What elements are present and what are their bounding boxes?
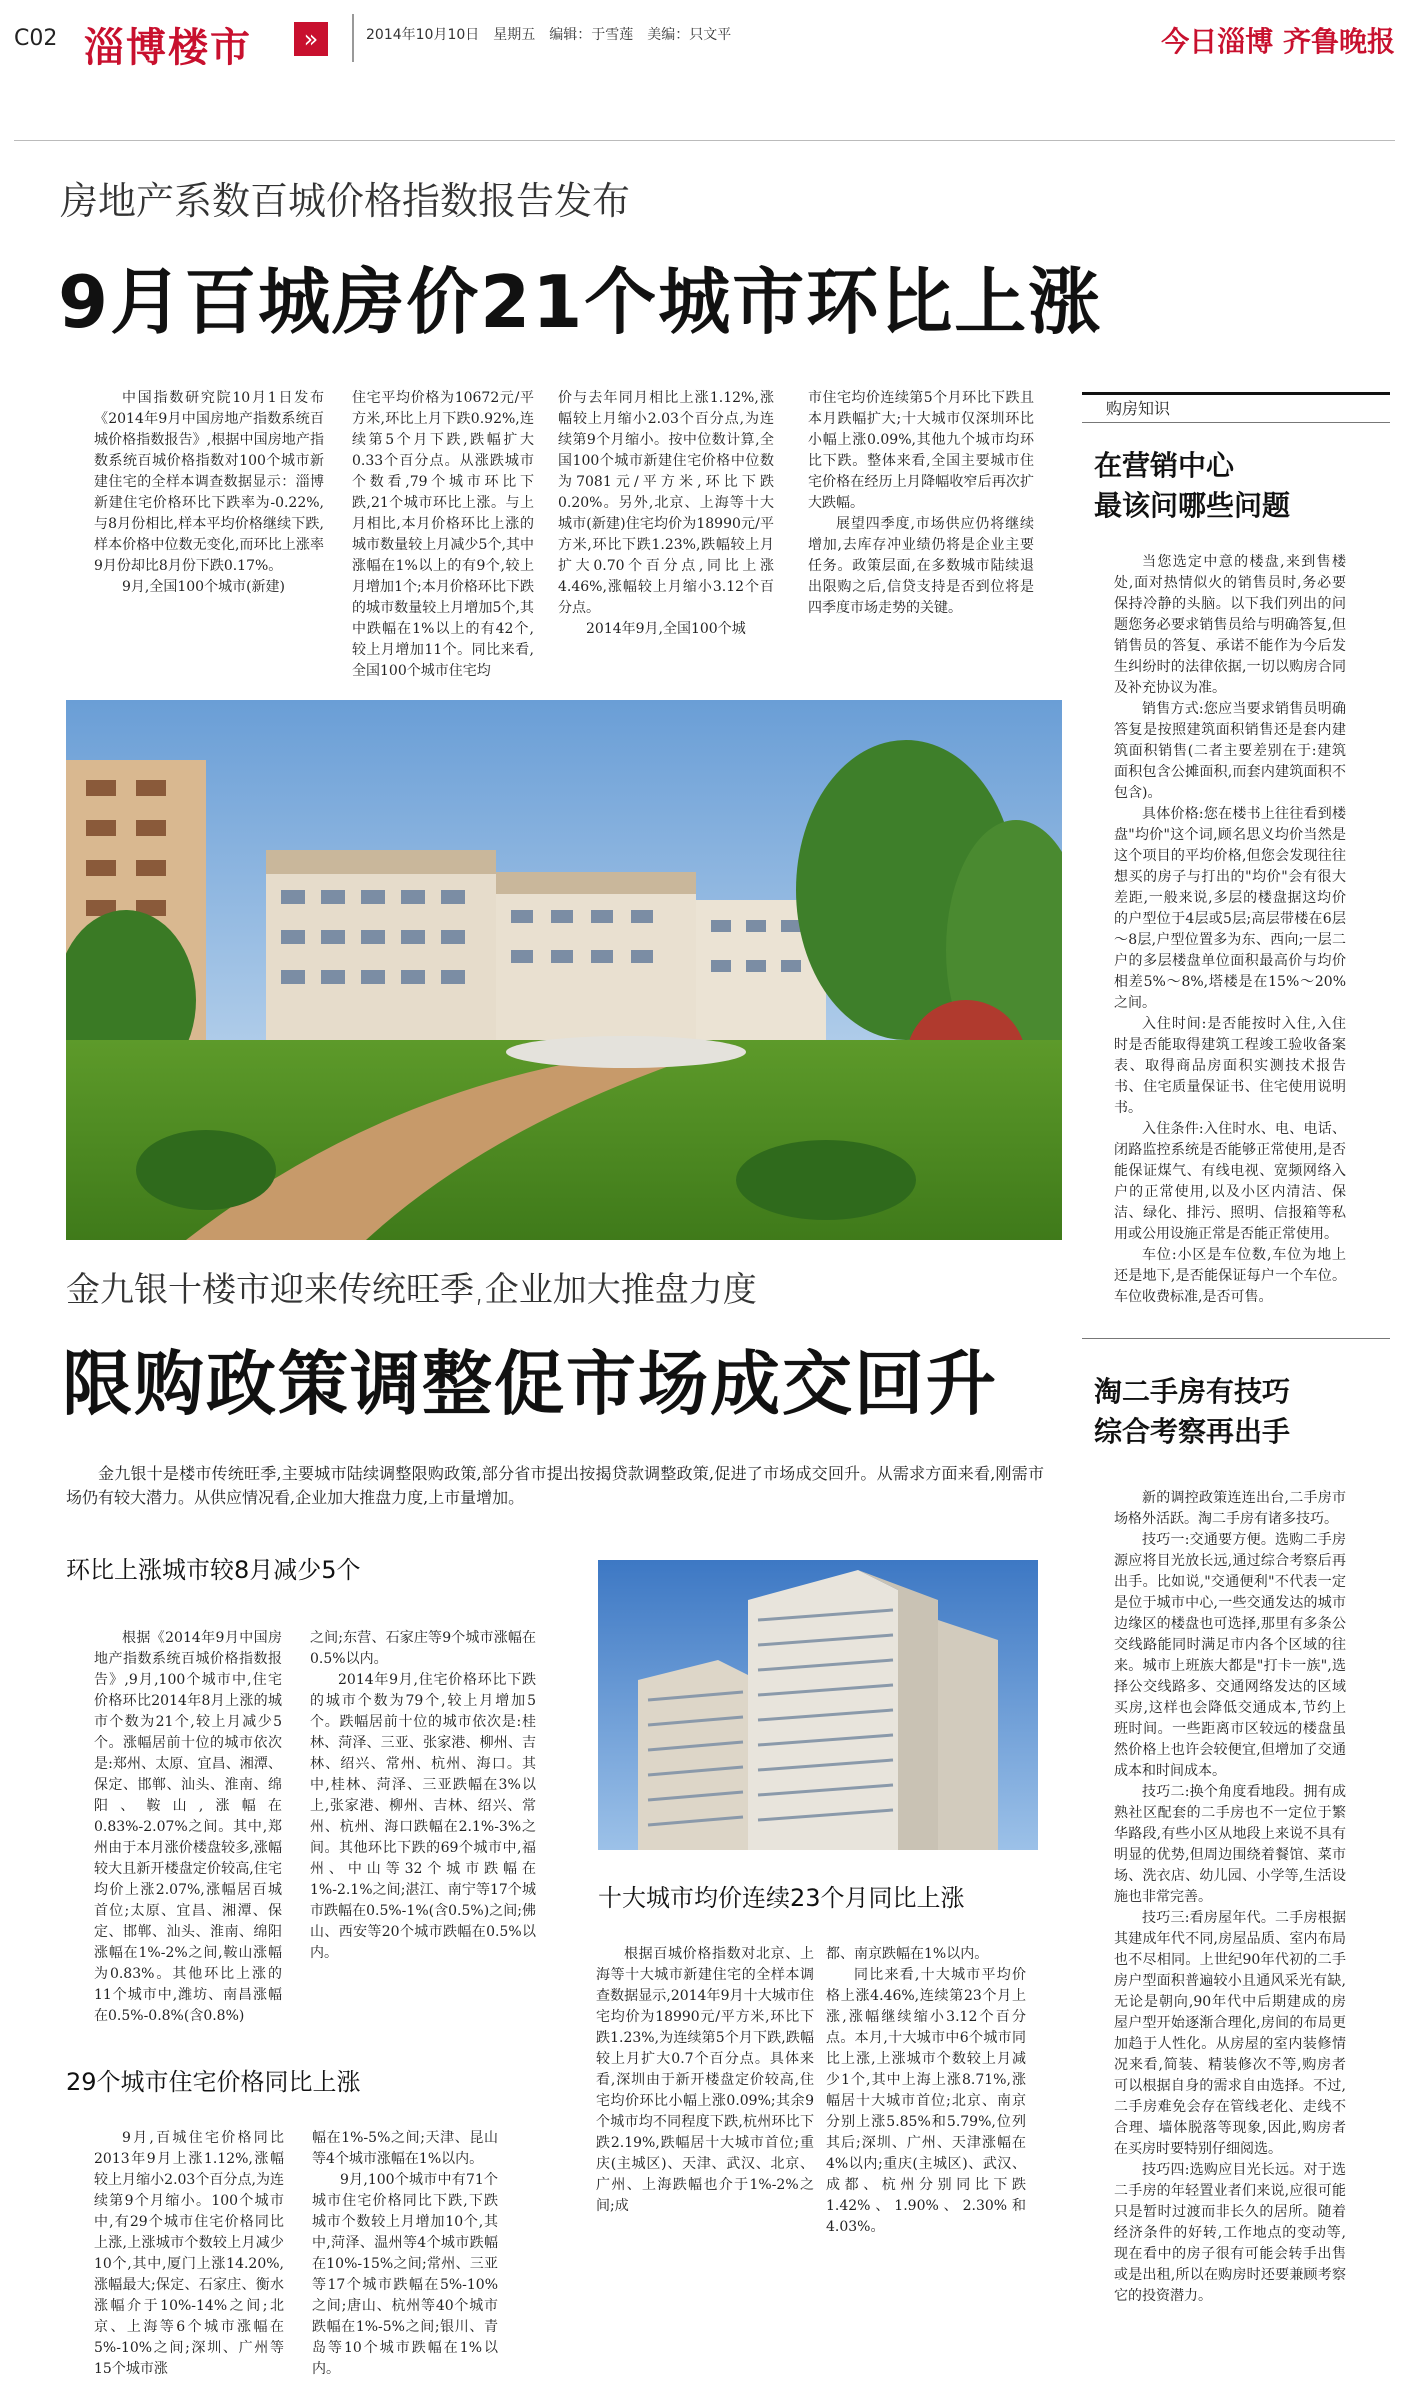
- story2-kicker: 金九银十楼市迎来传统旺季,企业加大推盘力度: [66, 1270, 757, 1310]
- paragraph: 住宅平均价格为10672元/平方米,环比上月下跌0.92%,连续第5个月下跌,跌幅扩大0.33个百分点。从涨跌城市个数看,79个城市环比下跌,21个城市环比上涨。与上月相比,本月价格环比上涨的城市数量较上月减少5个,其中涨幅在1%以上的有9个,较上月增加1个;本月价格环比下跌的城市数量较上月增加5个,其中跌幅在1%以上的有42个,较上月增加11个。同比来看,全国100个城市住宅均: [352, 390, 534, 679]
- title-line: 最该问哪些问题: [1094, 489, 1291, 522]
- title-line: 淘二手房有技巧: [1094, 1375, 1291, 1408]
- divider: [1082, 422, 1390, 423]
- paragraph: 9月,100个城市中有71个城市住宅价格同比下跌,下跌城市个数较上月增加10个,其中,菏泽、温州等4个城市跌幅在10%-15%之间;常州、三亚等17个城市跌幅在5%-10%之间;唐山、杭州等40个城市跌幅在1%-5%之间;银川、青岛等10个城市跌幅在1%以内。: [312, 2172, 498, 2377]
- paragraph: 车位:小区是车位数,车位为地上还是地下,是否能保证每户一个车位。车位收费标准,是否可售。: [1114, 1247, 1346, 1305]
- story1-headline: 9月百城房价21个城市环比上涨: [58, 260, 1103, 344]
- paragraph: 幅在1%-5%之间;天津、昆山等4个城市涨幅在1%以内。: [312, 2130, 498, 2167]
- dateline: 2014年10月10日 星期五 编辑：于雪莲 美编：只文平: [366, 27, 732, 43]
- story2-column-2: [310, 1628, 536, 1964]
- sidebar-article1-body: [1114, 552, 1346, 1308]
- title-line: 综合考察再出手: [1094, 1415, 1291, 1448]
- high-rise-photo: [598, 1560, 1038, 1850]
- story2-lead: [66, 1462, 1044, 1510]
- paragraph: 9月,全国100个城市(新建): [122, 579, 286, 595]
- paragraph: 技巧一:交通要方便。选购二手房源应将目光放长远,通过综合考察后再出手。比如说,"交通便利"不代表一定是位于城市中心,一些交通发达的城市边缘区的楼盘也可选择,那里有多条公交线路能同时满足市内各个区域的往来。城市上班族大都是"打卡一族",选择公交线路多、交通网络发达的区域买房,这样也会降低交通成本,节约上班时间。一些距离市区较远的楼盘虽然价格上也许会较便宜,但增加了交通成本和时间成本。: [1114, 1532, 1346, 1779]
- story1-column-1: [94, 388, 324, 598]
- divider: [14, 140, 1395, 141]
- story2-column-6: [312, 2128, 498, 2380]
- paragraph: 都、南京跌幅在1%以内。: [826, 1946, 989, 1962]
- story2-column-3: [596, 1944, 814, 2217]
- paragraph: 金九银十是楼市传统旺季,主要城市陆续调整限购政策,部分省市提出按揭贷款调整政策,促进了市场成交回升。从需求方面来看,刚需市场仍有较大潜力。从供应情况看,企业加大推盘力度,上市量增加。: [66, 1464, 1044, 1507]
- paragraph: 技巧四:选购应目光长远。对于选二手房的年轻置业者们来说,应很可能只是暂时过渡而非长久的居所。随着经济条件的好转,工作地点的变动等,现在看中的房子很有可能会转手出售或是出租,所以在购房时还要兼顾考察它的投资潜力。: [1114, 2162, 1346, 2304]
- story2-column-1: [94, 1628, 282, 2027]
- story1-column-4: [808, 388, 1034, 619]
- paragraph: 2014年9月,全国100个城: [586, 621, 746, 637]
- double-chevron-right-icon: »: [294, 22, 328, 56]
- residential-complex-photo: [66, 700, 1062, 1240]
- story2-headline: 限购政策调整促市场成交回升: [62, 1343, 998, 1425]
- subheading: 环比上涨城市较8月减少5个: [66, 1556, 361, 1584]
- page-number: C02: [14, 26, 58, 51]
- paragraph: 展望四季度,市场供应仍将继续增加,去库存冲业绩仍将是企业主要任务。政策层面,在多数城市陆续退出限购之后,信贷支持是否到位将是四季度市场走势的关键。: [808, 516, 1034, 616]
- paragraph: 当您选定中意的楼盘,来到售楼处,面对热情似火的销售员时,务必要保持冷静的头脑。以下我们列出的问题您务必要求销售员给与明确答复,但销售员的答复、承诺不能作为今后发生纠纷时的法律依据,一切以购房合同及补充协议为准。: [1114, 554, 1346, 696]
- story1-column-2: [352, 388, 534, 682]
- paragraph: 新的调控政策连连出台,二手房市场格外活跃。淘二手房有诸多技巧。: [1114, 1490, 1346, 1527]
- sidebar-article2-title: [1094, 1372, 1290, 1452]
- paragraph: 销售方式:您应当要求销售员明确答复是按照建筑面积销售还是套内建筑面积销售(二者主要差别在于:建筑面积包含公摊面积,而套内建筑面积不包含)。: [1114, 701, 1346, 801]
- masthead: [0, 0, 1409, 78]
- story1-kicker: 房地产系数百城价格指数报告发布: [60, 179, 631, 223]
- newspaper-brand: 今日淄博 齐鲁晚报: [1161, 25, 1395, 58]
- paragraph: 9月,百城住宅价格同比2013年9月上涨1.12%,涨幅较上月缩小2.03个百分点,为连续第9个月缩小。100个城市中,有29个城市住宅价格同比上涨,上涨城市个数较上月减少10个,其中,厦门上涨14.20%,涨幅最大;保定、石家庄、衡水涨幅介于10%-14%之间;北京、上海等6个城市涨幅在5%-10%之间;深圳、广州等15个城市涨: [94, 2130, 284, 2377]
- paragraph: 根据百城价格指数对北京、上海等十大城市新建住宅的全样本调查数据显示,2014年9月十大城市住宅均价为18990元/平方米,环比下跌1.23%,为连续第5个月下跌,跌幅较上月扩大0.7个百分点。具体来看,深圳由于新开楼盘定价较高,住宅均价环比小幅上涨0.09%;其余9个城市均不同程度下跌,杭州环比下跌2.19%,跌幅居十大城市首位;重庆(主城区)、天津、武汉、北京、广州、上海跌幅也介于1%-2%之间;成: [596, 1946, 814, 2214]
- story2-column-5: [94, 2128, 284, 2380]
- paragraph: 价与去年同月相比上涨1.12%,涨幅较上月缩小2.03个百分点,为连续第9个月缩小。按中位数计算,全国100个城市新建住宅价格中位数为7081元/平方米,环比下跌0.20%。另外,北京、上海等十大城市(新建)住宅均价为18990元/平方米,环比下跌1.23%,跌幅较上月扩大0.70个百分点,同比上涨4.46%,涨幅较上月缩小3.12个百分点。: [558, 390, 774, 616]
- section-title: 淄博楼市: [84, 25, 252, 71]
- divider: [1082, 1338, 1390, 1339]
- paragraph: 之间;东营、石家庄等9个城市涨幅在0.5%以内。: [310, 1630, 536, 1667]
- divider: [352, 14, 354, 62]
- paragraph: 根据《2014年9月中国房地产指数系统百城价格指数报告》,9月,100个城市中,住宅价格环比2014年8月上涨的城市个数为21个,较上月减少5个。涨幅居前十位的城市依次是:郑州、太原、宜昌、湘潭、保定、邯郸、汕头、淮南、绵阳、鞍山,涨幅在0.83%-2.07%之间。其中,郑州由于本月涨价楼盘较多,涨幅较大且新开楼盘定价较高,住宅均价上涨2.07%,涨幅居百城首位;太原、宜昌、湘潭、保定、邯郸、汕头、淮南、绵阳涨幅在1%-2%之间,鞍山涨幅为0.83%。其他环比上涨的11个城市中,潍坊、南昌涨幅在0.5%-0.8%(含0.8%): [94, 1630, 282, 2024]
- sidebar-rule: [1082, 392, 1390, 395]
- paragraph: 入住时间:是否能按时入住,入住时是否能取得建筑工程竣工验收备案表、取得商品房面积实测技术报告书、住宅质量保证书、住宅使用说明书。: [1114, 1016, 1346, 1116]
- subheading: 十大城市均价连续23个月同比上涨: [598, 1884, 965, 1912]
- paragraph: 技巧二:换个角度看地段。拥有成熟社区配套的二手房也不一定位于繁华路段,有些小区从地段上来说不具有明显的优势,但周边围绕着餐馆、菜市场、洗衣店、幼儿园、小学等,生活设施也非常完善。: [1114, 1784, 1346, 1905]
- sidebar-article2-body: [1114, 1488, 1346, 2307]
- paragraph: 同比来看,十大城市平均价格上涨4.46%,连续第23个月上涨,涨幅继续缩小3.12个百分点。本月,十大城市中6个城市同比上涨,上涨城市个数较上月减少1个,其中上海上涨8.71%,涨幅居十大城市首位;北京、南京分别上涨5.85%和5.79%,位列其后;深圳、广州、天津涨幅在4%以内;重庆(主城区)、武汉、成都、杭州分别同比下跌1.42%、1.90%、2.30%和4.03%。: [826, 1967, 1026, 2235]
- paragraph: 市住宅均价连续第5个月环比下跌且本月跌幅扩大;十大城市仅深圳环比小幅上涨0.09%,其他九个城市均环比下跌。整体来看,全国主要城市住宅价格在经历上月降幅收窄后再次扩大跌幅。: [808, 390, 1034, 511]
- paragraph: 技巧三:看房屋年代。二手房根据其建成年代不同,房屋品质、室内布局也不尽相同。上世纪90年代初的二手房户型面积普遍较小且通风采光有缺,无论是朝向,90年代中后期建成的房屋户型开始逐渐合理化,房间的布局更加趋于人性化。从房屋的室内装修情况来看,简装、精装修次不等,购房者可以根据自身的需求自由选择。不过,二手房难免会存在管线老化、走线不合理、墙体脱落等现象,因此,购房者在买房时要特别仔细阅选。: [1114, 1910, 1346, 2157]
- subheading: 29个城市住宅价格同比上涨: [66, 2068, 361, 2096]
- sidebar-tag: 购房知识: [1106, 399, 1171, 418]
- paragraph: 具体价格:您在楼书上往往看到楼盘"均价"这个词,顾名思义均价当然是这个项目的平均价格,但您会发现往往想买的房子与打出的"均价"会有很大差距,一般来说,多层的楼盘据这均价的户型位于4层或5层;高层带楼在6层～8层,户型位置多为东、西向;一层二户的多层楼盘单位面积最高价与均价相差5%～8%,塔楼是在15%～20%之间。: [1114, 806, 1346, 1011]
- story2-column-4: [826, 1944, 1026, 2238]
- sidebar-article1-title: [1094, 446, 1290, 526]
- paragraph: 中国指数研究院10月1日发布《2014年9月中国房地产指数系统百城价格指数报告》,根据中国房地产指数系统百城价格指数对100个城市新建住宅的全样本调查数据显示：淄博新建住宅价格环比下跌率为-0.22%,与8月份相比,样本平均价格继续下跌,样本价格中位数无变化,而环比上涨率9月份却比8月份下跌0.17%。: [94, 390, 324, 574]
- paragraph: 入住条件:入住时水、电、电话、闭路监控系统是否能够正常使用,是否能保证煤气、有线电视、宽频网络入户的正常使用,以及小区内清洁、保洁、绿化、排污、照明、信报箱等私用或公用设施正常是否能正常使用。: [1114, 1121, 1346, 1242]
- story1-column-3: [558, 388, 774, 640]
- title-line: 在营销中心: [1094, 449, 1235, 482]
- paragraph: 2014年9月,住宅价格环比下跌的城市个数为79个,较上月增加5个。跌幅居前十位的城市依次是:桂林、菏泽、三亚、张家港、柳州、吉林、绍兴、常州、杭州、海口。其中,桂林、菏泽、三亚跌幅在3%以上,张家港、柳州、吉林、绍兴、常州、杭州、海口跌幅在2.1%-3%之间。其他环比下跌的69个城市中,福州、中山等32个城市跌幅在1%-2.1%之间;湛江、南宁等17个城市跌幅在0.5%-1%(含0.5%)之间;佛山、西安等20个城市跌幅在0.5%以内。: [310, 1672, 536, 1961]
